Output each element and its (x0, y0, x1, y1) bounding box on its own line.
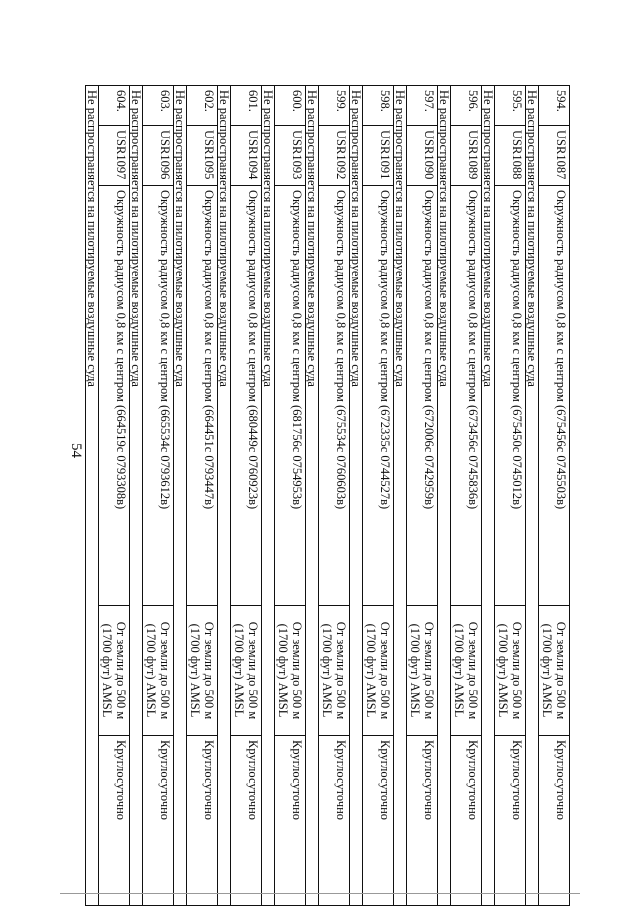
row-number: 602. (187, 86, 218, 126)
area-id: USR1090 (407, 126, 438, 186)
area-description: Окружность радиусом 0,8 км с центром (675534с 0760603в) (319, 186, 350, 606)
area-id: USR1096 (143, 126, 174, 186)
operating-time: Круглосуточно (99, 736, 130, 906)
area-description: Окружность радиусом 0,8 км с центром (680449с 0760923в) (231, 186, 262, 606)
operating-time: Круглосуточно (363, 736, 394, 906)
area-description: Окружность радиусом 0,8 км с центром (664519с 0793308в) (99, 186, 130, 606)
row-number: 595. (495, 86, 526, 126)
operating-time: Круглосуточно (407, 736, 438, 906)
note-row (306, 86, 319, 906)
area-id: USR1094 (231, 126, 262, 186)
note-text: Не распространяется на пилотируемые воздушные суда (130, 86, 143, 906)
area-description: Окружность радиусом 0,8 км с центром (664451с 0793447в) (187, 186, 218, 606)
altitude (495, 606, 526, 736)
altitude-line-1: От земли до 500 м (246, 621, 260, 720)
row-number: 599. (319, 86, 350, 126)
footer-line (60, 893, 580, 894)
row-number: 594. (539, 86, 570, 126)
table-row (495, 86, 526, 906)
row-number: 598. (363, 86, 394, 126)
table-row (539, 86, 570, 906)
area-id: USR1097 (99, 126, 130, 186)
altitude-line-1: От земли до 500 м (422, 621, 436, 720)
altitude-line-1: От земли до 500 м (554, 621, 568, 720)
area-description: Окружность радиусом 0,8 км с центром (672335с 0744527в) (363, 186, 394, 606)
altitude-line-2: (1700 фут) AMSL (100, 623, 114, 718)
altitude (451, 606, 482, 736)
note-row (86, 86, 99, 906)
altitude (363, 606, 394, 736)
note-text: Не распространяется на пилотируемые воздушные суда (86, 86, 99, 906)
note-row (526, 86, 539, 906)
altitude (275, 606, 306, 736)
note-text: Не распространяется на пилотируемые воздушные суда (218, 86, 231, 906)
area-id: USR1092 (319, 126, 350, 186)
area-description: Окружность радиусом 0,8 км с центром (673456с 0745836в) (451, 186, 482, 606)
note-text: Не распространяется на пилотируемые воздушные суда (526, 86, 539, 906)
altitude (319, 606, 350, 736)
area-id: USR1088 (495, 126, 526, 186)
row-number: 600. (275, 86, 306, 126)
altitude-line-2: (1700 фут) AMSL (232, 623, 246, 718)
altitude-line-2: (1700 фут) AMSL (320, 623, 334, 718)
table-row (99, 86, 130, 906)
area-id: USR1089 (451, 126, 482, 186)
altitude-line-2: (1700 фут) AMSL (540, 623, 554, 718)
altitude-line-2: (1700 фут) AMSL (496, 623, 510, 718)
operating-time: Круглосуточно (275, 736, 306, 906)
operating-time: Круглосуточно (143, 736, 174, 906)
area-description: Окружность радиусом 0,8 км с центром (672006с 0742959в) (407, 186, 438, 606)
altitude-line-2: (1700 фут) AMSL (276, 623, 290, 718)
altitude-line-2: (1700 фут) AMSL (452, 623, 466, 718)
row-number: 601. (231, 86, 262, 126)
table-body (86, 86, 570, 906)
row-number: 596. (451, 86, 482, 126)
area-description: Окружность радиусом 0,8 км с центром (675456с 0745503в) (539, 186, 570, 606)
note-row (350, 86, 363, 906)
area-description: Окружность радиусом 0,8 км с центром (675450с 0745012в) (495, 186, 526, 606)
row-number: 603. (143, 86, 174, 126)
altitude-line-1: От земли до 500 м (202, 621, 216, 720)
note-row (438, 86, 451, 906)
page-number: 54 (68, 443, 84, 458)
altitude-line-1: От земли до 500 м (158, 621, 172, 720)
area-id: USR1095 (187, 126, 218, 186)
altitude-line-1: От земли до 500 м (510, 621, 524, 720)
area-id: USR1093 (275, 126, 306, 186)
altitude-line-2: (1700 фут) AMSL (364, 623, 378, 718)
table-row (319, 86, 350, 906)
table-row (451, 86, 482, 906)
altitude-line-1: От земли до 500 м (378, 621, 392, 720)
note-text: Не распространяется на пилотируемые воздушные суда (394, 86, 407, 906)
area-id: USR1091 (363, 126, 394, 186)
restricted-areas-table (85, 85, 570, 906)
area-description: Окружность радиусом 0,8 км с центром (681756с 0754953в) (275, 186, 306, 606)
operating-time: Круглосуточно (187, 736, 218, 906)
altitude-line-2: (1700 фут) AMSL (408, 623, 422, 718)
note-text: Не распространяется на пилотируемые воздушные суда (438, 86, 451, 906)
operating-time: Круглосуточно (319, 736, 350, 906)
rotated-table-sheet (85, 85, 570, 905)
altitude (143, 606, 174, 736)
note-row (262, 86, 275, 906)
note-text: Не распространяется на пилотируемые воздушные суда (174, 86, 187, 906)
altitude (231, 606, 262, 736)
altitude-line-2: (1700 фут) AMSL (188, 623, 202, 718)
row-number: 597. (407, 86, 438, 126)
altitude-line-1: От земли до 500 м (114, 621, 128, 720)
note-row (482, 86, 495, 906)
altitude-line-1: От земли до 500 м (290, 621, 304, 720)
area-description: Окружность радиусом 0,8 км с центром (665534с 0793612в) (143, 186, 174, 606)
note-text: Не распространяется на пилотируемые воздушные суда (350, 86, 363, 906)
altitude-line-1: От земли до 500 м (334, 621, 348, 720)
altitude (99, 606, 130, 736)
altitude-line-2: (1700 фут) AMSL (144, 623, 158, 718)
table-row (363, 86, 394, 906)
altitude (539, 606, 570, 736)
operating-time: Круглосуточно (231, 736, 262, 906)
table-row (275, 86, 306, 906)
area-id: USR1087 (539, 126, 570, 186)
row-number: 604. (99, 86, 130, 126)
note-text: Не распространяется на пилотируемые воздушные суда (262, 86, 275, 906)
altitude (407, 606, 438, 736)
note-row (218, 86, 231, 906)
note-row (394, 86, 407, 906)
note-text: Не распространяется на пилотируемые воздушные суда (306, 86, 319, 906)
table-row (231, 86, 262, 906)
table-row (143, 86, 174, 906)
altitude (187, 606, 218, 736)
operating-time: Круглосуточно (451, 736, 482, 906)
table-row (407, 86, 438, 906)
note-row (130, 86, 143, 906)
table-row (187, 86, 218, 906)
operating-time: Круглосуточно (495, 736, 526, 906)
operating-time: Круглосуточно (539, 736, 570, 906)
note-text: Не распространяется на пилотируемые воздушные суда (482, 86, 495, 906)
altitude-line-1: От земли до 500 м (466, 621, 480, 720)
note-row (174, 86, 187, 906)
